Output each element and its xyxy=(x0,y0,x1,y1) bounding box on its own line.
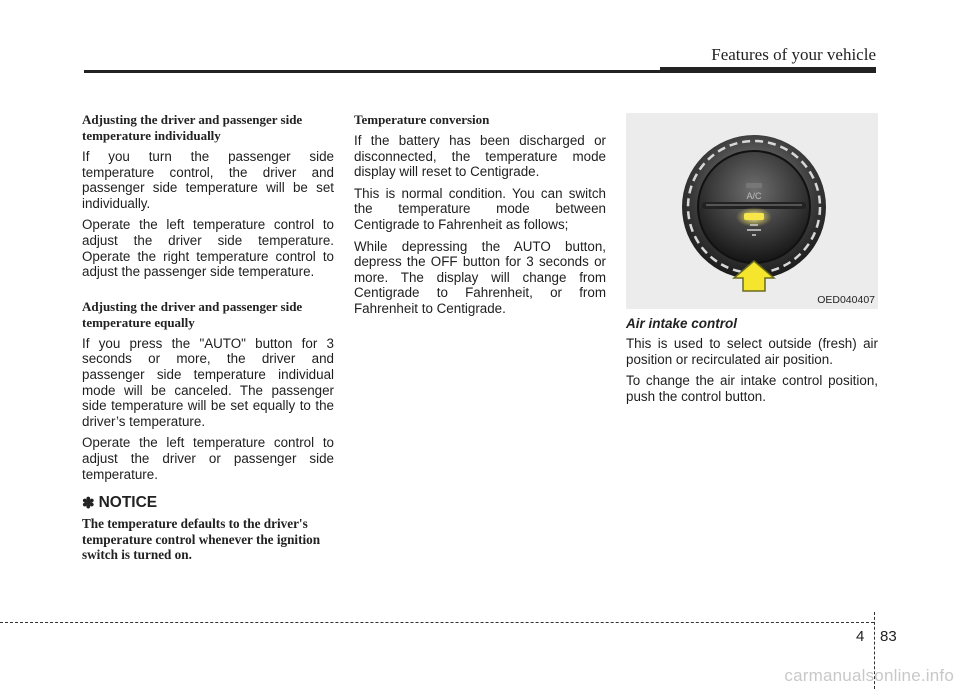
column-2 xyxy=(354,112,606,323)
column-1 xyxy=(82,112,334,563)
section-heading-temperature-conversion: Temperature conversion xyxy=(354,112,490,127)
figure-code: OED040407 xyxy=(817,294,875,306)
ac-knob-illustration xyxy=(626,113,878,309)
notice-label: NOTICE xyxy=(98,494,158,512)
paragraph: This is normal condition. You can switch the temperature mode between Centigrade to Fahrenheit as follows; xyxy=(354,185,606,232)
page-number: 83 xyxy=(880,628,897,645)
paragraph: This is used to select outside (fresh) air position or recirculated air position. xyxy=(626,336,878,367)
notice-star-icon: ✽ xyxy=(82,495,95,513)
chapter-number: 4 xyxy=(856,628,865,645)
section-heading-equally: Adjusting the driver and passenger side temperature equally xyxy=(82,298,303,330)
paragraph: If the battery has been discharged or disconnected, the temperature mode display will reset to Centigrade. xyxy=(354,133,606,180)
header-title: Features of your vehicle xyxy=(711,45,876,64)
paragraph: Operate the left temperature control to adjust the driver or passenger side temperature. xyxy=(82,435,334,482)
notice-heading xyxy=(82,494,334,512)
notice-body: The temperature defaults to the driver's temperature control whenever the ignition switch is turned on. xyxy=(82,516,321,563)
paragraph: While depressing the AUTO button, depress the OFF button for 3 seconds or more. The display will change from Centigrade to Fahrenheit, or from Fahrenheit to Centigrade. xyxy=(354,238,606,316)
knob-ac-label: A/C xyxy=(746,191,762,201)
header-rule xyxy=(84,70,660,73)
paragraph: If you press the "AUTO" button for 3 seconds or more, the driver and passenger side temperature individual mode will be canceled. The passenger side temperature will be set equally to the driver’s temperature. xyxy=(82,335,334,429)
header-rule-bold xyxy=(660,67,876,73)
footer-rule xyxy=(0,622,874,623)
watermark: carmanualsonline.info xyxy=(784,666,954,685)
paragraph: If you turn the passenger side temperature control, the driver and passenger side temperature will be set individually. xyxy=(82,149,334,211)
section-heading-individual: Adjusting the driver and passenger side temperature individually xyxy=(82,112,303,143)
paragraph: To change the air intake control position, push the control button. xyxy=(626,373,878,404)
paragraph: Operate the left temperature control to adjust the driver side temperature. Operate the right temperature control to adjust the passenger side temperature. xyxy=(82,217,334,280)
column-3 xyxy=(626,316,878,410)
section-heading-air-intake: Air intake control xyxy=(626,316,738,331)
ac-control-figure xyxy=(626,113,878,309)
